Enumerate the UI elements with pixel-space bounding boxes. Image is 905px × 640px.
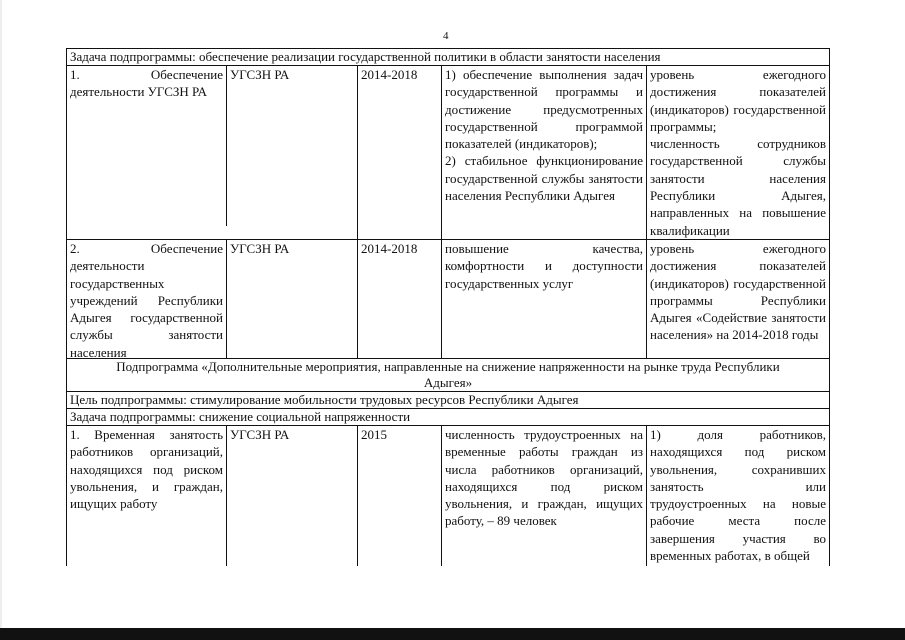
indicators: уровень ежегодного достижения показателей (индикаторов) государственной программы; численность сотрудников государственной службы занятости населения Республики Адыгея, направленных на повышение квалификации — [650, 67, 826, 238]
executor: УГСЗН РА — [227, 66, 358, 239]
period: 2014-2018 — [358, 240, 442, 358]
measure-name: 1. Обеспечение деятельности УГСЗН РА — [67, 66, 227, 226]
indicators: 1) доля работников, находящихся под риском увольнения, сохранивших занятость или трудоустроенных на новые рабочие места после завершения участия во временных работах, в общей — [650, 426, 826, 564]
subprogram-title: Подпрограмма «Дополнительные мероприятия, направленные на снижение напряженности на рынке труда Республики Адыгея» — [67, 359, 829, 392]
scan-border — [0, 628, 905, 640]
page-number: 4 — [443, 30, 449, 42]
executor: УГСЗН РА — [227, 426, 358, 566]
expected-result: 1) обеспечение выполнения задач государственной программы и достижение предусмотренных государственной программой показателей (индикаторов); 2) стабильное функционирование государственной службы занятости населения Республики Адыгея — [442, 66, 647, 239]
indicators: уровень ежегодного достижения показателей (индикаторов) государственной программы Республики Адыгея «Содействие занятости населения» на 2014-2018 годы — [650, 240, 826, 343]
expected-result: численность трудоустроенных на временные работы граждан из числа работников организаций, находящихся под риском увольнения, и граждан, ищущих работу, – 89 человек — [442, 426, 647, 566]
measure-name: 2. Обеспечение деятельности государственных учреждений Республики Адыгея государственной службы занятости населения — [67, 240, 227, 358]
executor: УГСЗН РА — [227, 240, 358, 358]
table-row — [67, 426, 829, 566]
measure-name: 1. Временная занятость работников организаций, находящихся под риском увольнения, и граждан, ищущих работу — [67, 426, 227, 566]
scan-edge — [0, 0, 2, 640]
measures-table — [66, 48, 830, 566]
task-row-1: Задача подпрограммы: обеспечение реализации государственной политики в области занятости населения — [67, 49, 829, 66]
table-row — [67, 240, 829, 359]
period: 2014-2018 — [358, 66, 442, 239]
table-row — [67, 66, 829, 240]
goal-row: Цель подпрограммы: стимулирование мобильности трудовых ресурсов Республики Адыгея — [67, 392, 829, 409]
task-row-2: Задача подпрограммы: снижение социальной напряженности — [67, 409, 829, 426]
expected-result: повышение качества, комфортности и доступности государственных услуг — [442, 240, 647, 358]
period: 2015 — [358, 426, 442, 566]
